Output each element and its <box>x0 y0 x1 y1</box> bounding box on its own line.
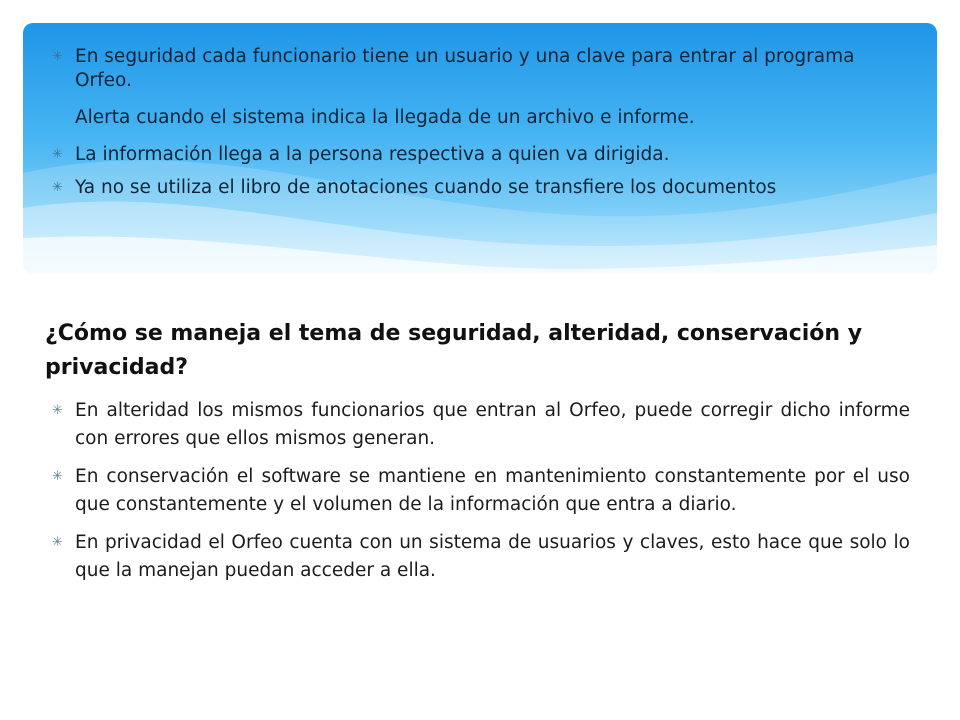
asterisk-bullet-icon: ✳ <box>52 147 63 162</box>
section-heading: ¿Cómo se maneja el tema de seguridad, alteridad, conservación y privacidad? <box>45 321 863 380</box>
body-bullet-list <box>52 397 910 595</box>
list-item <box>52 397 910 453</box>
list-item <box>52 106 902 130</box>
list-item-text: En seguridad cada funcionario tiene un usuario y una clave para entrar al programa Orfeo. <box>75 46 855 91</box>
asterisk-bullet-icon: ✳ <box>52 403 63 418</box>
asterisk-bullet-icon: ✳ <box>52 180 63 195</box>
list-item <box>52 45 902 93</box>
asterisk-bullet-icon: ✳ <box>52 535 63 550</box>
list-item-text: En conservación el software se mantiene en mantenimiento constantemente por el uso que constantemente y el volumen de la información que entra a diario. <box>75 466 910 515</box>
top-bullet-list <box>52 45 902 213</box>
list-item <box>52 176 902 200</box>
list-item-text: En alteridad los mismos funcionarios que entran al Orfeo, puede corregir dicho informe con errores que ellos mismos generan. <box>75 400 910 449</box>
asterisk-bullet-icon: ✳ <box>52 469 63 484</box>
list-item-text: Ya no se utiliza el libro de anotaciones cuando se transfiere los documentos <box>75 177 777 198</box>
list-item-text: La información llega a la persona respectiva a quien va dirigida. <box>75 144 670 165</box>
list-item <box>52 463 910 519</box>
asterisk-bullet-icon: ✳ <box>52 49 63 64</box>
list-item-text: En privacidad el Orfeo cuenta con un sistema de usuarios y claves, esto hace que solo lo que la manejan puedan acceder a ella. <box>75 532 910 581</box>
list-item <box>52 529 910 585</box>
list-item <box>52 143 902 167</box>
list-item-text: Alerta cuando el sistema indica la llegada de un archivo e informe. <box>75 107 695 128</box>
